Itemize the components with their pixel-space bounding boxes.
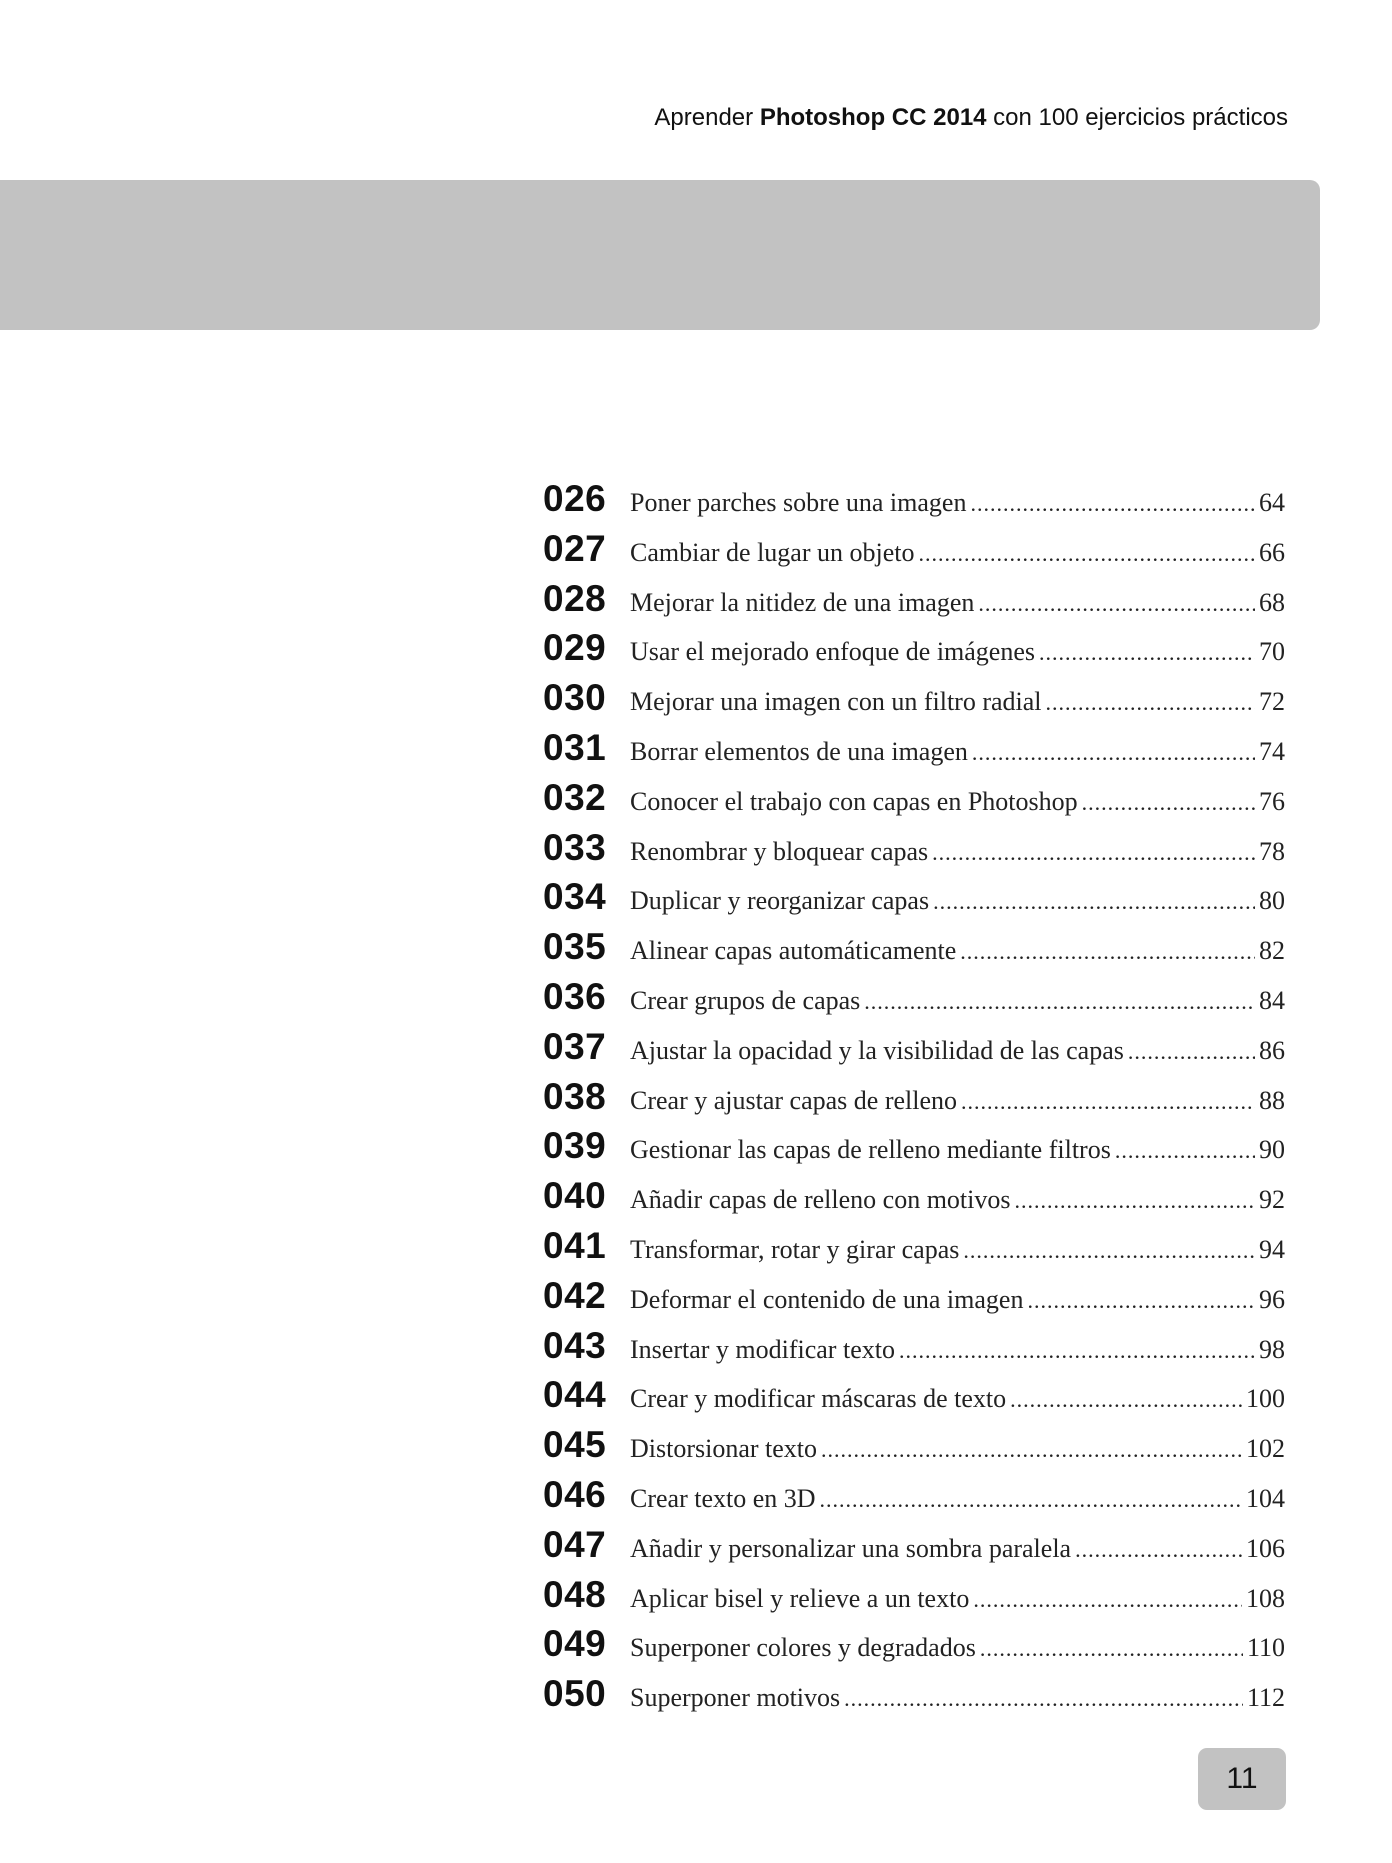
toc-dot-leader <box>1027 1288 1255 1314</box>
toc-entry-number: 045 <box>543 1424 607 1466</box>
toc-dot-leader <box>820 1487 1242 1513</box>
toc-entry-number: 026 <box>543 478 607 519</box>
toc-entry[interactable] <box>543 1175 1285 1225</box>
table-of-contents <box>543 478 1285 1723</box>
toc-entry-page: 108 <box>1246 1583 1285 1613</box>
toc-entry-title: Deformar el contenido de una imagen <box>630 1284 1024 1314</box>
toc-dot-leader <box>963 1238 1255 1264</box>
toc-entry[interactable] <box>543 677 1285 727</box>
toc-entry-number: 029 <box>543 627 607 669</box>
toc-dot-leader <box>960 939 1255 965</box>
toc-entry-number: 044 <box>543 1374 607 1416</box>
toc-entry[interactable] <box>543 976 1285 1026</box>
toc-entry-title: Usar el mejorado enfoque de imágenes <box>630 637 1036 667</box>
toc-entry-page: 96 <box>1259 1284 1285 1314</box>
toc-entry-page: 90 <box>1259 1135 1285 1165</box>
toc-dot-leader <box>978 591 1255 617</box>
toc-entry-title: Crear texto en 3D <box>630 1483 816 1513</box>
toc-entry-number: 040 <box>543 1175 607 1217</box>
toc-entry-page: 86 <box>1259 1035 1285 1065</box>
toc-entry-title: Renombrar y bloquear capas <box>630 836 929 866</box>
toc-dot-leader <box>933 889 1255 915</box>
toc-entry-number: 031 <box>543 726 607 768</box>
toc-entry-number: 046 <box>543 1473 607 1515</box>
toc-entry-page: 110 <box>1246 1633 1285 1663</box>
toc-entry-title: Poner parches sobre una imagen <box>630 488 967 517</box>
toc-entry-title: Aplicar bisel y relieve a un texto <box>630 1583 970 1613</box>
toc-dot-leader <box>932 840 1255 866</box>
toc-dot-leader <box>1039 640 1255 666</box>
toc-entry[interactable] <box>543 1275 1285 1325</box>
toc-entry-number: 037 <box>543 1025 607 1067</box>
toc-dot-leader <box>1128 1039 1255 1065</box>
header-prefix: Aprender <box>654 104 760 131</box>
toc-dot-leader <box>1015 1188 1256 1214</box>
toc-entry-title: Superponer motivos <box>630 1683 841 1713</box>
toc-entry[interactable] <box>543 578 1285 628</box>
toc-dot-leader <box>821 1437 1242 1463</box>
toc-dot-leader <box>1075 1537 1242 1563</box>
toc-entry[interactable] <box>543 1474 1285 1524</box>
toc-entry-title: Mejorar una imagen con un filtro radial <box>630 687 1042 717</box>
toc-entry[interactable] <box>543 1374 1285 1424</box>
toc-entry-page: 98 <box>1259 1334 1285 1364</box>
toc-entry[interactable] <box>543 528 1285 578</box>
toc-entry-page: 112 <box>1246 1683 1285 1713</box>
toc-entry-title: Distorsionar texto <box>630 1434 818 1464</box>
toc-entry-title: Ajustar la opacidad y la visibilidad de las capas <box>630 1035 1124 1065</box>
toc-entry-title: Añadir y personalizar una sombra paralela <box>630 1533 1072 1563</box>
toc-entry-number: 030 <box>543 677 607 719</box>
toc-entry-title: Borrar elementos de una imagen <box>630 736 968 766</box>
toc-dot-leader <box>844 1686 1243 1712</box>
toc-entry[interactable] <box>543 1574 1285 1624</box>
toc-dot-leader <box>1115 1138 1255 1164</box>
toc-entry-number: 048 <box>543 1573 607 1615</box>
toc-entry-number: 034 <box>543 876 607 918</box>
toc-entry-title: Añadir capas de relleno con motivos <box>630 1185 1011 1215</box>
toc-dot-leader <box>918 541 1255 567</box>
toc-entry[interactable] <box>543 1026 1285 1076</box>
toc-entry[interactable] <box>543 827 1285 877</box>
running-header <box>654 104 1288 132</box>
toc-entry-title: Alinear capas automáticamente <box>630 936 957 966</box>
toc-entry-title: Conocer el trabajo con capas en Photoshop <box>630 786 1078 816</box>
toc-entry[interactable] <box>543 1673 1285 1723</box>
page-number: 11 <box>1226 1762 1258 1795</box>
toc-entry-number: 039 <box>543 1125 607 1167</box>
toc-entry-title: Superponer colores y degradados <box>630 1633 976 1663</box>
toc-entry[interactable] <box>543 1125 1285 1175</box>
toc-entry-title: Cambiar de lugar un objeto <box>630 537 915 567</box>
toc-entry-page: 66 <box>1259 537 1285 567</box>
toc-entry-page: 102 <box>1246 1434 1285 1464</box>
toc-entry-number: 036 <box>543 975 607 1017</box>
toc-dot-leader <box>980 1636 1243 1662</box>
toc-entry-title: Duplicar y reorganizar capas <box>630 886 930 916</box>
page-number-badge <box>1198 1748 1286 1810</box>
chapter-banner <box>0 180 1320 330</box>
toc-entry[interactable] <box>543 777 1285 827</box>
toc-entry-number: 041 <box>543 1224 607 1266</box>
toc-entry-title: Crear grupos de capas <box>630 985 861 1015</box>
toc-dot-leader <box>1010 1387 1242 1413</box>
toc-entry-page: 64 <box>1259 488 1285 517</box>
toc-entry-title: Gestionar las capas de relleno mediante filtros <box>630 1135 1111 1165</box>
toc-entry-page: 82 <box>1259 936 1285 966</box>
toc-entry[interactable] <box>543 1076 1285 1126</box>
toc-dot-leader <box>899 1338 1255 1364</box>
toc-entry-number: 027 <box>543 527 607 569</box>
toc-entry-page: 84 <box>1259 985 1285 1015</box>
toc-entry[interactable] <box>543 1623 1285 1673</box>
toc-entry-title: Insertar y modificar texto <box>630 1334 895 1364</box>
toc-entry-number: 032 <box>543 776 607 818</box>
toc-entry-page: 76 <box>1259 786 1285 816</box>
toc-entry-number: 035 <box>543 926 607 968</box>
toc-dot-leader <box>1046 690 1255 716</box>
toc-entry-number: 038 <box>543 1075 607 1117</box>
toc-entry-page: 78 <box>1259 836 1285 866</box>
toc-entry[interactable] <box>543 627 1285 677</box>
toc-entry-number: 033 <box>543 826 607 868</box>
toc-entry[interactable] <box>543 478 1285 528</box>
toc-entry-page: 94 <box>1259 1234 1285 1264</box>
toc-entry-number: 043 <box>543 1324 607 1366</box>
toc-entry-title: Mejorar la nitidez de una imagen <box>630 587 975 617</box>
header-suffix: con 100 ejercicios prácticos <box>986 104 1288 131</box>
toc-entry-number: 042 <box>543 1274 607 1316</box>
header-book-title: Photoshop CC 2014 <box>759 104 987 131</box>
toc-entry-number: 028 <box>543 577 607 619</box>
toc-entry[interactable] <box>543 1325 1285 1375</box>
toc-entry-title: Crear y modificar máscaras de texto <box>630 1384 1007 1414</box>
toc-entry[interactable] <box>543 926 1285 976</box>
toc-entry[interactable] <box>543 1424 1285 1474</box>
toc-entry[interactable] <box>543 727 1285 777</box>
toc-entry-page: 68 <box>1259 587 1285 617</box>
toc-dot-leader <box>973 1587 1242 1613</box>
toc-dot-leader <box>1082 790 1255 816</box>
toc-entry-page: 104 <box>1246 1483 1285 1513</box>
toc-entry[interactable] <box>543 876 1285 926</box>
toc-entry[interactable] <box>543 1225 1285 1275</box>
toc-entry-page: 92 <box>1259 1185 1285 1215</box>
toc-dot-leader <box>972 740 1255 766</box>
toc-dot-leader <box>864 989 1255 1015</box>
toc-entry-page: 72 <box>1259 687 1285 717</box>
toc-dot-leader <box>961 1089 1255 1115</box>
toc-entry-number: 050 <box>543 1673 607 1715</box>
toc-entry-page: 70 <box>1259 637 1285 667</box>
toc-entry-title: Transformar, rotar y girar capas <box>630 1234 960 1264</box>
toc-entry-page: 100 <box>1246 1384 1285 1414</box>
toc-entry-number: 049 <box>543 1623 607 1665</box>
toc-entry-number: 047 <box>543 1523 607 1565</box>
toc-dot-leader <box>970 491 1255 517</box>
toc-entry-page: 106 <box>1246 1533 1285 1563</box>
toc-entry-page: 74 <box>1259 736 1285 766</box>
toc-entry-page: 80 <box>1259 886 1285 916</box>
toc-entry-title: Crear y ajustar capas de relleno <box>630 1085 958 1115</box>
toc-entry-page: 88 <box>1259 1085 1285 1115</box>
toc-entry[interactable] <box>543 1524 1285 1574</box>
